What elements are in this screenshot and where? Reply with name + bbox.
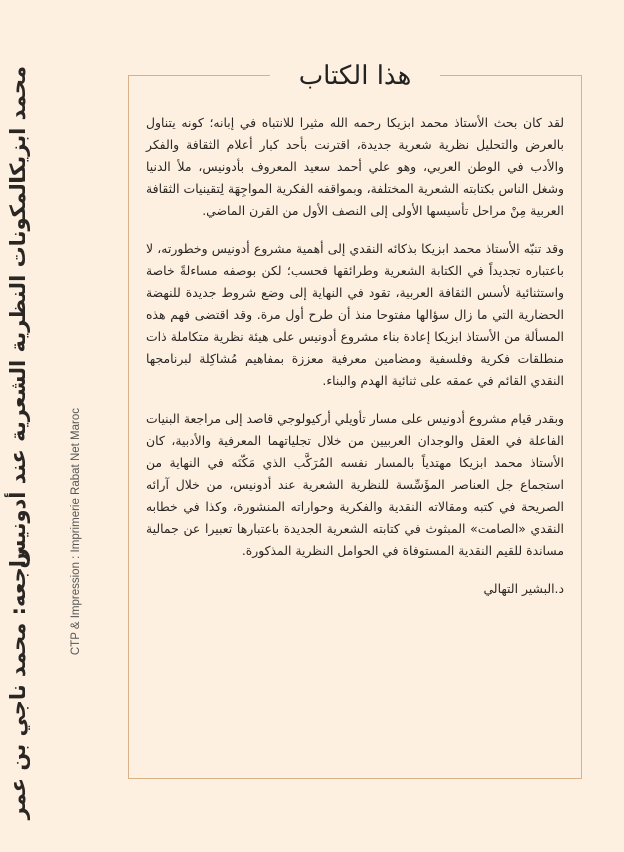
- page-title: هذا الكتاب: [270, 56, 440, 96]
- spine-title: المكونات النظرية الشعرية عند أدونيس: [6, 176, 30, 569]
- spine-reviewer: راجعه: محمد ناجي بن عمر: [6, 548, 30, 820]
- signature: د.البشير التهالي: [483, 581, 564, 596]
- blurb-text: [146, 112, 564, 600]
- paragraph-1: لقد كان بحث الأستاذ محمد ابزيكا رحمه الله مثيرا للانتباه في إبانه؛ كونه يتناول بالعرض والتحليل نظرية شعرية جديدة، اقترنت بأحد كبار أعلام الثقافة والفكر والأدب في الوطن العربي، وهو علي أحمد سعيد المعروف بأدونيس، ملأ الدنيا وشغل الناس بكتابته الشعرية المختلفة، وبمواقفه الفكرية المواجِهَة لِتقينيات الثقافة العربية مِنْ مراحل تأسيسها الأولى إلى النصف الأول من القرن الماضي.: [146, 115, 564, 218]
- imprint-credit: CTP & Impression : Imprimerie Rabat Net Maroc: [70, 408, 82, 656]
- spine-author: محمد ابزيكا: [6, 66, 30, 184]
- paragraph-2: وقد تنبّه الأستاذ محمد ابزيكا بذكائه النقدي إلى أهمية مشروع أدونيس وخطورته، لا باعتباره تجديداً في الكتابة الشعرية وطرائقها فحسب؛ لكن بوصفه مساءلةً خاصة واستثنائية لأسس الثقافة العربية، تقود في النهاية إلى وضع شروط جديدة للنهضة الحضارية التي ما زال سؤالها مفتوحا منذ أن طرح أول مرة. وقد اقتضى فهم هذه المسألة من الأستاذ ابزيكا إعادة بناء مشروع أدونيس على هيئة نظرية متكاملة ذات منطلقات فكرية وفلسفية ومضامين معرفية معززة بمفاهيم مُشاكِلة لبرنامجها النقدي القائم في عمقه على ثنائية الهدم والبناء.: [146, 241, 564, 388]
- paragraph-3: وبقدر قيام مشروع أدونيس على مسار تأويلي أركيولوجي قاصد إلى مراجعة البنيات الفاعلة في العقل والوجدان العربيين من خلال تجلياتهما المعرفية والأدبية، كان الأستاذ محمد ابزيكا مهتدياً بالمسار نفسه المُرَكَّب الذي مَكّنَه في النهاية من استجماع جل العناصر المؤَسِّسة للنظرية الشعرية عند أدونيس، من خلال آرائه الصريحة في كتبه ومقالاته النقدية والفكرية وحواراته المنشورة، وكذا في خطابه النقدي «الصامت» المبثوث في كتابته الشعرية الجديدة باعتبارها تعبيرا عن جمالية مساندة للقيم النقدية المستوفاة في الحوامل النظرية المذكورة.: [146, 411, 564, 558]
